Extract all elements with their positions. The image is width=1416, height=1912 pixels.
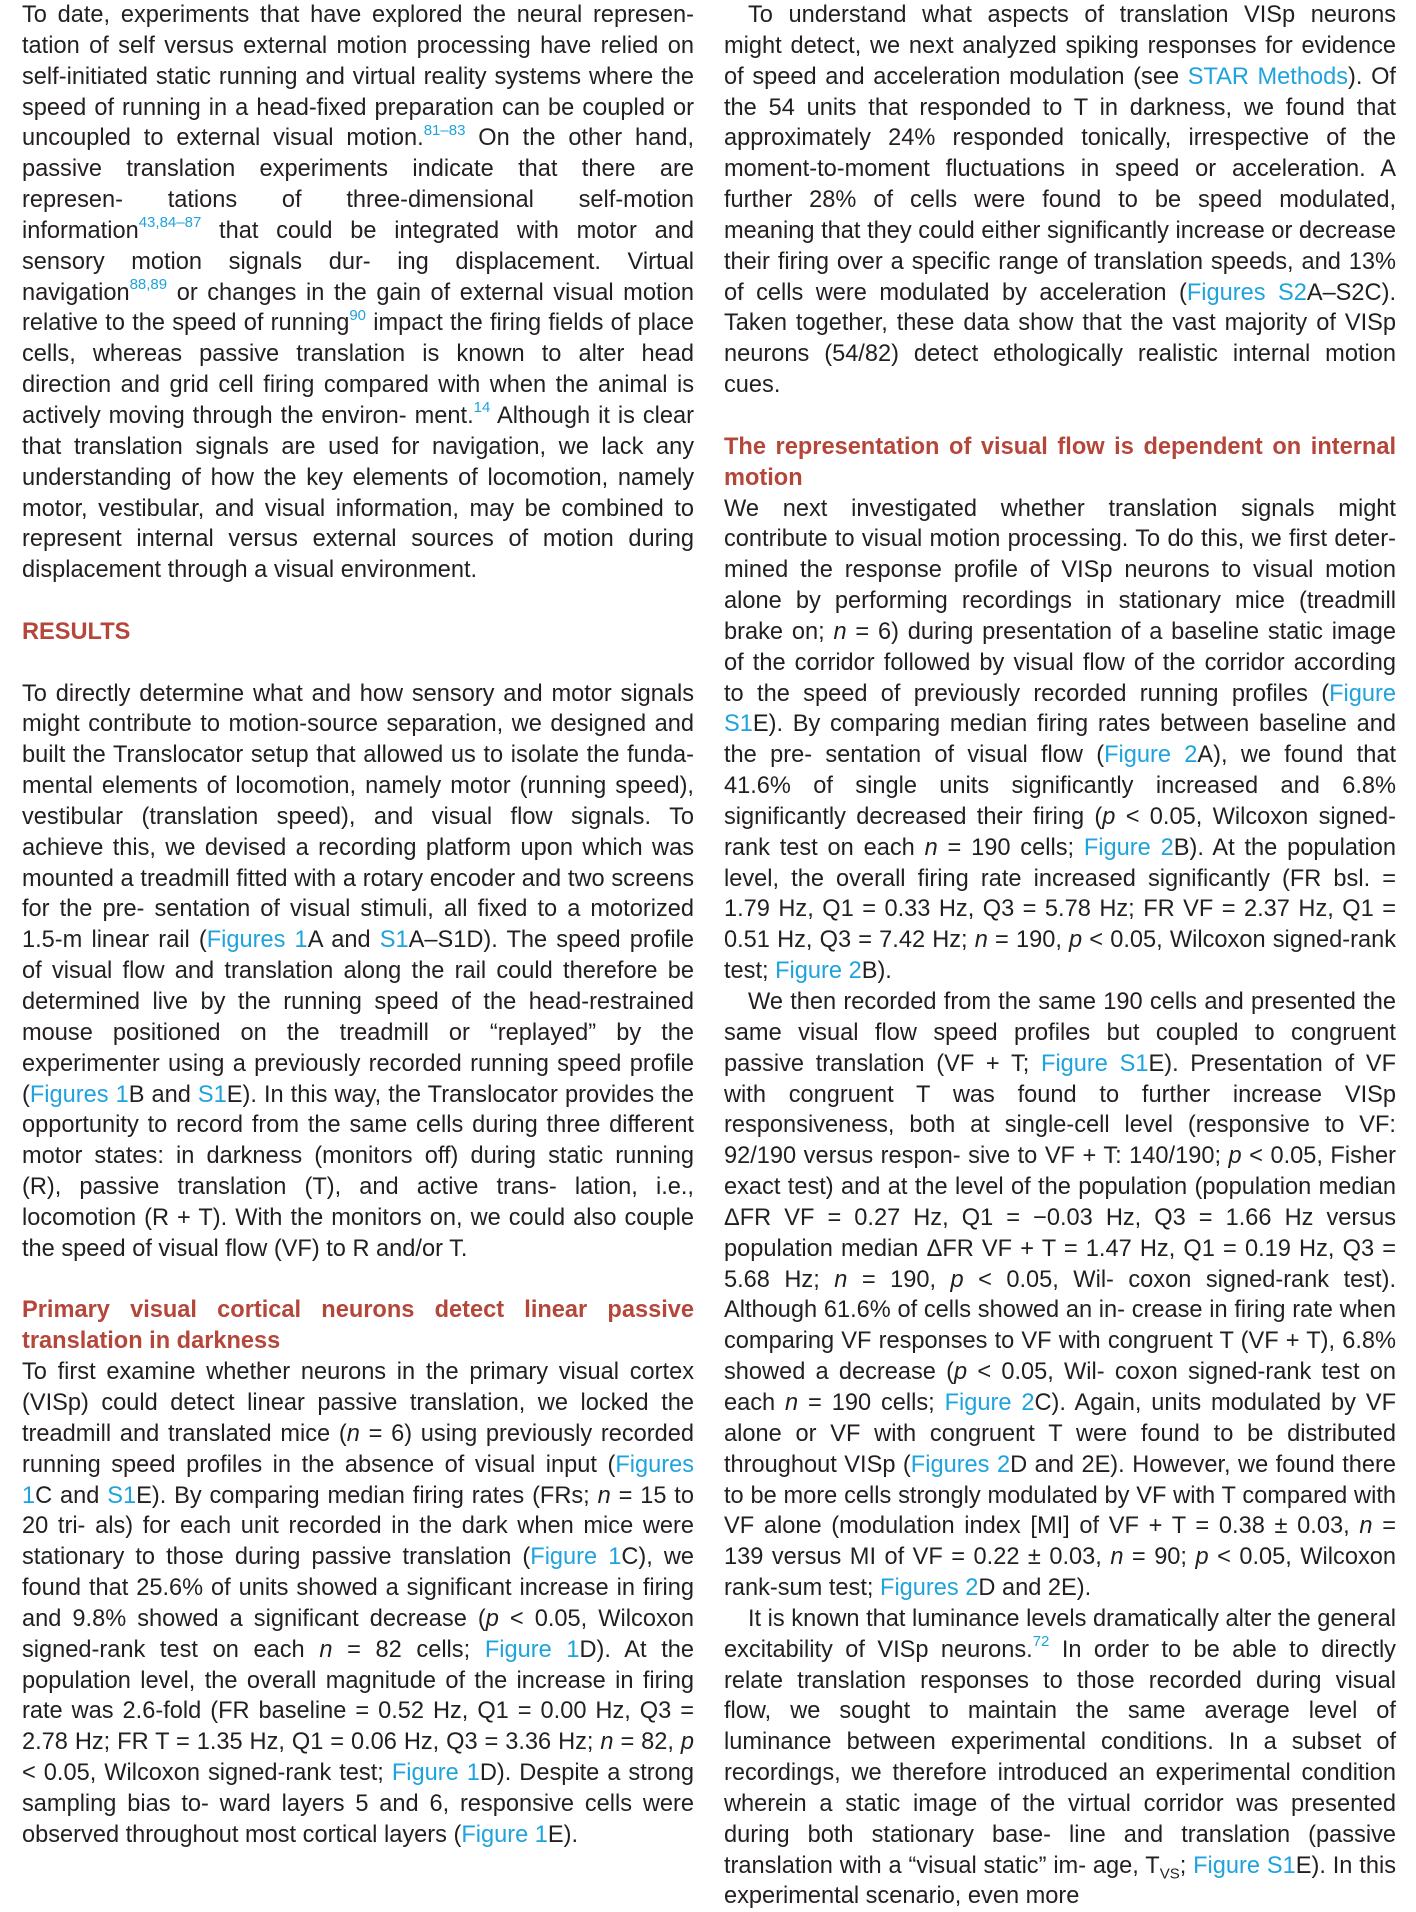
right-column	[724, 0, 1396, 1912]
figure-link[interactable]: Figure 2	[944, 1389, 1035, 1416]
citation-link[interactable]: 90	[349, 306, 367, 324]
body-text: E). In this experimental scenario, even more	[724, 1852, 1396, 1910]
body-text: < 0.05, Wilcoxon signed-rank test on each	[724, 803, 1396, 861]
math-variable: p	[485, 1605, 499, 1632]
figure-link[interactable]: Figure 1	[530, 1544, 622, 1571]
body-text: < 0.05, Wilcoxon signed-rank test on each	[22, 1605, 695, 1663]
math-variable: p	[1228, 1143, 1242, 1170]
intro-text: To date, experiments that have explored the neural represen- tation of self versus external motion processing have relied on self-initiated static running and virtual reality systems where the speed of running in a head-fixed preparation can be coupled or uncoupled to external visual motion.	[22, 2, 694, 152]
body-text: = 6) using previously recorded running speed profiles in the absence of visual input (	[22, 1420, 695, 1478]
figure-link[interactable]: Figure S1	[724, 680, 1396, 738]
intro-text: or changes in the gain of external visual motion relative to the speed of running	[22, 279, 694, 337]
body-text: < 0.05, Wil- coxon signed-rank test on each	[724, 1359, 1396, 1416]
body-text: To understand what aspects of translation VISp neurons might detect, we next analyzed spiking responses for evidence of speed and acceleration modulation (see	[724, 2, 1396, 90]
math-variable: n	[1359, 1513, 1373, 1540]
body-text: = 82,	[613, 1729, 681, 1756]
body-text: < 0.05, Wilcoxon signed-rank test;	[724, 927, 1396, 985]
figure-link[interactable]: Figures 1	[29, 1081, 129, 1108]
math-variable: n	[833, 618, 847, 645]
figure-link[interactable]: Figures 1	[22, 1451, 694, 1509]
math-variable: p	[954, 1359, 968, 1386]
math-variable: p	[950, 1266, 964, 1293]
figure-link[interactable]: Figure 2	[1104, 742, 1198, 769]
body-text: ;	[1179, 1852, 1194, 1879]
intro-text: impact the firing fields of place cells, whereas passive translation is known to alter head direction and grid cell firing compared with when the animal is actively moving through the environ- ment.	[22, 310, 694, 429]
math-variable: n	[834, 1266, 848, 1293]
intro-paragraph	[22, 0, 694, 586]
figure-link[interactable]: Figure 2	[1083, 834, 1174, 861]
math-variable: n	[319, 1636, 333, 1663]
body-text: We next investigated whether translation signals might contribute to visual motion processing. To do this, we first deter- mined the response profile of VISp neurons to visual motion alone by performing recordings in stationary mice (treadmill brake on;	[724, 495, 1396, 645]
body-text: D). At the population level, the overall magnitude of the increase in firing rate was 2.6-fold (FR baseline = 0.52 Hz, Q1 = 0.00 Hz, Q3 = 2.78 Hz; FR T = 1.35 Hz, Q1 = 0.06 Hz, Q3 = 3.36 Hz;	[22, 1636, 695, 1756]
body-text: = 15 to 20 tri- als) for each unit recorded in the dark when mice were stationary to those during passive translation (	[22, 1482, 694, 1571]
body-text: < 0.05, Wilcoxon rank-sum test;	[724, 1544, 1396, 1602]
citation-link[interactable]: 72	[1032, 1632, 1050, 1650]
math-variable: p	[1195, 1544, 1209, 1571]
intro-text: that could be integrated with motor and sensory motion signals dur- ing displacement. Virtual navigation	[22, 217, 694, 306]
body-text: D). Despite a strong sampling bias to- ward layers 5 and 6, responsive cells were observed throughout most cortical layers (	[22, 1760, 694, 1848]
citation-link[interactable]: 81–83	[423, 121, 466, 139]
section-heading-visual-flow: The representation of visual flow is dependent on internal motion	[724, 433, 1396, 491]
body-text: It is known that luminance levels dramatically alter the general excitability of VISp neurons.	[724, 1605, 1396, 1663]
figure-link[interactable]: S1	[379, 927, 409, 954]
translation-darkness-paragraph	[22, 1357, 694, 1851]
body-text: A), we found that 41.6% of single units significantly increased and 6.8% significantly decreased their firing (	[724, 742, 1396, 830]
luminance-paragraph	[724, 1604, 1396, 1912]
intro-text: Although it is clear that translation signals are used for navigation, we lack any understanding of how the key elements of locomotion, namely motor, vestibular, and visual information, may be combined to represent internal versus external sources of motion during displacement through a visual environment.	[22, 402, 694, 584]
body-text: D and 2E).	[978, 1575, 1092, 1602]
math-variable: n	[924, 834, 938, 861]
body-text: = 90;	[1123, 1544, 1196, 1571]
figure-link[interactable]: S1	[197, 1081, 227, 1108]
body-text: E). Presentation of VF with congruent T was found to further increase VISp responsiveness, both at single-cell level (responsive to VF: 92/190 versus respon- sive to VF + T: 140/190;	[724, 1050, 1396, 1170]
congruent-translation-paragraph	[724, 987, 1396, 1604]
citation-link[interactable]: 88,89	[129, 275, 168, 293]
body-text: = 82 cells;	[332, 1636, 485, 1663]
body-text: E). By comparing median firing rates between baseline and the pre- sentation of visual flow (	[724, 711, 1396, 769]
body-text: = 190,	[987, 927, 1070, 954]
visual-flow-paragraph	[724, 494, 1396, 988]
body-text: C and	[35, 1482, 108, 1509]
figure-link[interactable]: Figures 2	[880, 1575, 979, 1602]
body-text: B). At the population level, the overall firing rate increased significantly (FR bsl. = 1.79 Hz, Q1 = 0.33 Hz, Q3 = 5.78 Hz; FR VF = 2.37 Hz, Q1 = 0.51 Hz, Q3 = 7.42 Hz;	[724, 834, 1396, 954]
subscript: VS	[1159, 1865, 1180, 1883]
figure-link[interactable]: Figure S1	[1193, 1852, 1296, 1879]
body-text: < 0.05, Wil- coxon signed-rank test). Although 61.6% of cells showed an in- crease in firing rate when comparing VF responses to VF with congruent T (VF + T), 6.8% showed a decrease (	[724, 1266, 1397, 1386]
body-text: = 6) during presentation of a baseline static image of the corridor followed by visual flow of the corridor according to the speed of previously recorded running profiles (	[724, 618, 1396, 707]
speed-acceleration-paragraph	[724, 0, 1396, 401]
body-text: A–S2C). Taken together, these data show that the vast majority of VISp neurons (54/82) detect ethologically realistic internal motion cues.	[724, 279, 1396, 399]
body-text: C), we found that 25.6% of units showed a significant increase in firing and 9.8% showed a significant decrease (	[22, 1544, 694, 1632]
left-column	[22, 0, 694, 1851]
body-text: B and	[128, 1081, 198, 1108]
figure-link[interactable]: Figures 1	[206, 927, 308, 954]
math-variable: p	[680, 1729, 694, 1756]
body-text: E).	[547, 1821, 579, 1848]
results-heading: RESULTS	[22, 618, 131, 645]
body-text: E). By comparing median firing rates (FRs;	[136, 1482, 598, 1509]
math-variable: n	[600, 1729, 614, 1756]
math-variable: n	[1110, 1544, 1124, 1571]
body-text: A and	[307, 927, 380, 954]
body-text: = 190,	[847, 1266, 951, 1293]
citation-link[interactable]: 43,84–87	[138, 214, 202, 232]
body-text: B).	[861, 958, 892, 985]
math-variable: p	[1102, 803, 1116, 830]
body-text: D and 2E). However, we found there to be more cells strongly modulated by VF with T compared with VF alone (modulation index [MI] of VF + T = 0.38 ± 0.03,	[724, 1451, 1396, 1540]
figure-link[interactable]: Figures S2	[1186, 279, 1307, 306]
body-text: = 139 versus MI of VF = 0.22 ± 0.03,	[724, 1513, 1396, 1571]
math-variable: n	[597, 1482, 611, 1509]
body-text: = 190 cells;	[937, 834, 1084, 861]
figure-link[interactable]: Figure 1	[391, 1760, 480, 1787]
body-text: To first examine whether neurons in the primary visual cortex (VISp) could detect linear passive translation, we locked the treadmill and translated mice (	[22, 1359, 694, 1447]
math-variable: n	[346, 1420, 360, 1447]
body-text: To directly determine what and how sensory and motor signals might contribute to motion-source separation, we designed and built the Translocator setup that allowed us to isolate the funda- mental elements of locomotion, namely motor (running speed), vestibular (translation speed), and visual flow signals. To achieve this, we devised a recording platform upon which was mounted a treadmill fitted with a rotary encoder and two screens for the pre- sentation of visual stimuli, all fixed to a motorized 1.5-m linear rail (	[22, 680, 694, 954]
results-paragraph	[22, 679, 694, 1265]
star-methods-link[interactable]: STAR Methods	[1187, 63, 1349, 90]
body-text: We then recorded from the same 190 cells and presented the same visual flow speed profiles but coupled to congruent passive translation (VF + T;	[724, 989, 1396, 1077]
figure-link[interactable]: Figure 1	[461, 1821, 548, 1848]
body-text: E). In this way, the Translocator provides the opportunity to record from the same cells during three different motor states: in darkness (monitors off) during static running (R), passive translation (T), and active trans- lation, i.e., locomotion (R + T). With the monitors on, we could also couple the speed of visual flow (VF) to R and/or T.	[22, 1081, 694, 1262]
figure-link[interactable]: Figure 2	[775, 958, 862, 985]
body-text: C). Again, units modulated by VF alone or VF with congruent T were found to be distributed throughout VISp (	[724, 1389, 1397, 1478]
body-text: < 0.05, Fisher exact test) and at the level of the population (population median ΔFR VF = 0.27 Hz, Q1 = −0.03 Hz, Q3 = 1.66 Hz versus population median ΔFR VF + T = 1.47 Hz, Q1 = 0.19 Hz, Q3 = 5.68 Hz;	[724, 1143, 1396, 1293]
figure-link[interactable]: Figure S1	[1041, 1050, 1149, 1077]
body-text: A–S1D). The speed profile of visual flow and translation along the rail could therefore be determined live by the running speed of the head-restrained mouse positioned on the treadmill or “replayed” by the experimenter using a previously recorded running speed profile (	[22, 927, 694, 1108]
figure-link[interactable]: S1	[107, 1482, 137, 1509]
math-variable: p	[1069, 927, 1083, 954]
section-heading-translation-darkness: Primary visual cortical neurons detect linear passive translation in darkness	[22, 1297, 694, 1355]
figure-link[interactable]: Figures 2	[910, 1451, 1011, 1478]
body-text: In order to be able to directly relate translation responses to those recorded during visual flow, we sought to maintain the same average level of luminance between experimental conditions. In a subset of recordings, we therefore introduced an experimental condition wherein a static image of the virtual corridor was presented during both stationary base- line and translation (passive translation with a “visual static” im- age, T	[724, 1636, 1396, 1879]
intro-text: On the other hand, passive translation experiments indicate that there are represen- tations of three-dimensional self-motion information	[22, 125, 695, 244]
figure-link[interactable]: Figure 1	[484, 1636, 580, 1663]
math-variable: n	[974, 927, 988, 954]
body-text: < 0.05, Wilcoxon signed-rank test;	[22, 1760, 392, 1787]
body-text: = 190 cells;	[798, 1389, 945, 1416]
body-text: ). Of the 54 units that responded to T in darkness, we found that approximately 24% responded tonically, irrespective of the moment-to-moment fluctuations in speed or acceleration. A further 28% of cells were found to be speed modulated, meaning that they could either significantly increase or decrease their firing over a specific range of translation speeds, and 13% of cells were modulated by acceleration (	[724, 63, 1396, 306]
math-variable: n	[785, 1389, 799, 1416]
citation-link[interactable]: 14	[473, 399, 491, 417]
